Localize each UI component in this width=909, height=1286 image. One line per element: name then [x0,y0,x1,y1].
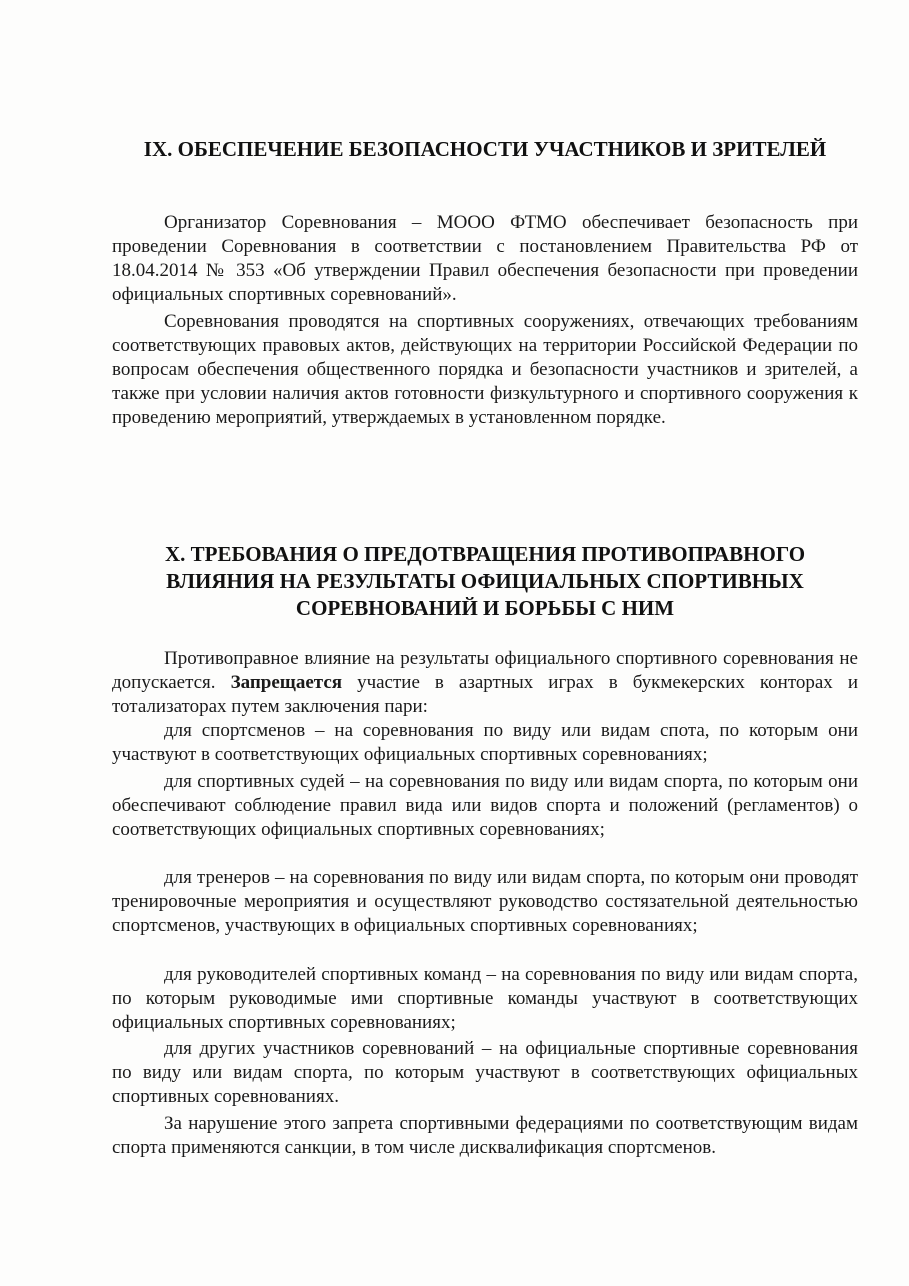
section-10-intro-paragraph [112,647,858,719]
coaches-paragraph: для тренеров – на соревнования по виду или видам спорта, по которым они проводят тренировочные мероприятия и осуществляют руководство состязательной деятельностью спортсменов, участвующих в официальных спортивных соревнованиях; [112,867,858,936]
section-9-paragraph-1: Организатор Соревнования – МООО ФТМО обеспечивает безопасность при проведении Соревнования в соответствии с постановлением Правительства РФ от 18.04.2014 № 353 «Об утверждении Правил обеспечения безопасности при проведении официальных спортивных соревнований». [112,212,858,305]
judges-paragraph: для спортивных судей – на соревнования по виду или видам спорта, по которым они обеспечивают соблюдение правил вида или видов спорта и положений (регламентов) о соответствующих официальных спортивных соревнованиях; [112,771,858,840]
team-leaders-paragraph: для руководителей спортивных команд – на соревнования по виду или видам спорта, по которым руководимые ими спортивные команды участвуют в соответствующих официальных спортивных соревнованиях; [112,964,858,1033]
intro-text-after: участие в азартных играх в букмекерских конторах и тотализаторах путем заключения пари: [112,672,858,717]
intro-text-before: Противоправное влияние на результаты официального спортивного соревнования не допускается. [112,648,858,693]
athletes-paragraph: для спортсменов – на соревнования по виду или видам спота, по которым они участвуют в соответствующих официальных спортивных соревнованиях; [112,720,858,765]
section-10-title: X. ТРЕБОВАНИЯ О ПРЕДОТВРАЩЕНИЯ ПРОТИВОПРАВНОГО ВЛИЯНИЯ НА РЕЗУЛЬТАТЫ ОФИЦИАЛЬНЫХ СПОРТИВНЫХ СОРЕВНОВАНИЙ И БОРЬБЫ С НИМ [164,542,806,620]
intro-bold-word: Запрещается [230,672,343,693]
other-participants-paragraph: для других участников соревнований – на официальные спортивные соревнования по виду или видам спорта, по которым участвуют в соответствующих официальных спортивных соревнованиях. [112,1038,858,1107]
sanctions-paragraph: За нарушение этого запрета спортивными федерациями по соответствующим видам спорта применяются санкции, в том числе дисквалификация спортсменов. [112,1113,858,1158]
section-9-title: IX. ОБЕСПЕЧЕНИЕ БЕЗОПАСНОСТИ УЧАСТНИКОВ И ЗРИТЕЛЕЙ [143,137,827,161]
section-9-paragraph-2: Соревнования проводятся на спортивных сооружениях, отвечающих требованиям соответствующих правовых актов, действующих на территории Российской Федерации по вопросам обеспечения общественного порядка и безопасности участников и зрителей, а также при условии наличия актов готовности физкультурного и спортивного сооружения к проведению мероприятий, утверждаемых в установленном порядке. [112,311,858,428]
